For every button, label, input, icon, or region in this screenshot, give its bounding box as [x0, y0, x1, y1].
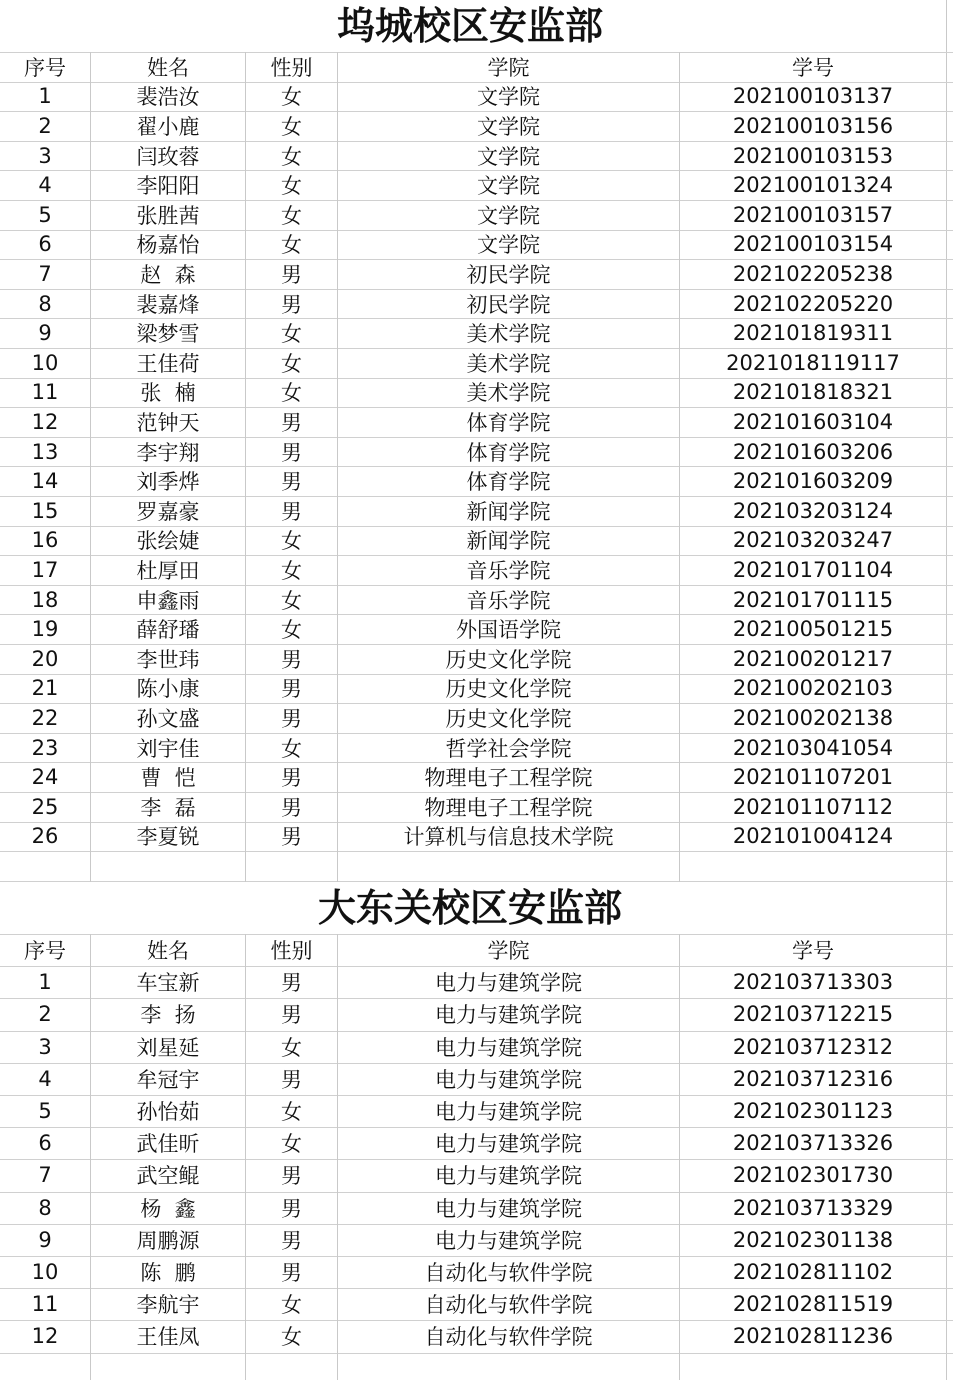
college-cell[interactable]: 文学院 — [477, 85, 540, 110]
student-id-cell[interactable]: 202101107112 — [732, 794, 894, 819]
grid-line — [0, 111, 953, 112]
gender-cell[interactable]: 男 — [281, 1164, 302, 1189]
column-header[interactable]: 姓名 — [147, 939, 189, 964]
table-row — [0, 1159, 953, 1191]
gender-cell[interactable]: 男 — [281, 825, 302, 850]
index-cell[interactable]: 3 — [38, 143, 52, 168]
student-id-cell[interactable]: 202100201217 — [732, 646, 894, 671]
college-cell[interactable]: 文学院 — [477, 144, 540, 169]
index-cell[interactable]: 25 — [31, 794, 59, 819]
grid-line — [0, 259, 953, 260]
name-cell[interactable]: 翟小鹿 — [136, 114, 200, 139]
gender-cell[interactable]: 男 — [281, 262, 302, 287]
college-cell[interactable]: 物理电子工程学院 — [424, 766, 593, 791]
grid-line — [0, 1127, 953, 1128]
table-row — [0, 792, 953, 822]
gender-cell[interactable]: 男 — [281, 499, 302, 524]
header-row — [0, 52, 953, 82]
college-cell[interactable]: 文学院 — [477, 114, 540, 139]
table-row — [0, 674, 953, 704]
college-cell[interactable]: 文学院 — [477, 203, 540, 228]
gender-cell[interactable]: 女 — [281, 588, 302, 613]
student-id-cell[interactable]: 202103712215 — [732, 1002, 894, 1027]
gender-cell[interactable]: 男 — [281, 1067, 302, 1092]
student-id-cell[interactable]: 202103041054 — [732, 735, 894, 760]
name-cell[interactable]: 孙文盛 — [136, 706, 200, 731]
college-cell[interactable]: 历史文化学院 — [445, 706, 572, 731]
college-cell[interactable]: 电力与建筑学院 — [435, 1164, 582, 1189]
student-id-cell[interactable]: 202101004124 — [732, 824, 894, 849]
column-header[interactable]: 姓名 — [147, 55, 189, 80]
name-cell[interactable]: 陈小康 — [136, 677, 200, 702]
name-cell[interactable]: 罗嘉豪 — [136, 499, 200, 524]
grid-line — [0, 82, 953, 83]
grid-line — [0, 762, 953, 763]
gender-cell[interactable]: 女 — [281, 1100, 302, 1125]
index-cell[interactable]: 20 — [31, 646, 59, 671]
index-cell[interactable]: 15 — [31, 498, 59, 523]
table-row — [0, 555, 953, 585]
college-cell[interactable]: 历史文化学院 — [445, 647, 572, 672]
college-cell[interactable]: 电力与建筑学院 — [435, 1196, 582, 1221]
gender-cell[interactable]: 女 — [281, 1132, 302, 1157]
index-cell[interactable]: 16 — [31, 528, 59, 553]
gender-cell[interactable]: 男 — [281, 1261, 302, 1286]
table-row — [0, 496, 953, 526]
grid-line — [0, 1192, 953, 1193]
student-id-cell[interactable]: 202101701104 — [732, 557, 894, 582]
student-id-cell[interactable]: 202101603104 — [732, 409, 894, 434]
index-cell[interactable]: 7 — [38, 1163, 52, 1188]
table-row — [0, 200, 953, 230]
student-id-cell[interactable]: 202103203124 — [732, 498, 894, 523]
student-id-cell[interactable]: 202102301730 — [732, 1163, 894, 1188]
grid-line — [0, 934, 953, 935]
name-cell[interactable]: 杨嘉怡 — [136, 233, 200, 258]
name-cell[interactable]: 刘宇佳 — [136, 736, 200, 761]
name-cell[interactable]: 赵 森 — [140, 262, 196, 287]
table-row — [0, 733, 953, 763]
college-cell[interactable]: 自动化与软件学院 — [424, 1325, 593, 1350]
index-cell[interactable]: 5 — [38, 202, 52, 227]
name-cell[interactable]: 刘季烨 — [136, 470, 200, 495]
grid-line — [0, 822, 953, 823]
gender-cell[interactable]: 男 — [281, 795, 302, 820]
name-cell[interactable]: 周鹏源 — [136, 1228, 200, 1253]
index-cell[interactable]: 9 — [38, 1227, 52, 1252]
gender-cell[interactable]: 女 — [281, 85, 302, 110]
column-header[interactable]: 序号 — [24, 939, 66, 964]
student-id-cell[interactable]: 202103712316 — [732, 1066, 894, 1091]
college-cell[interactable]: 物理电子工程学院 — [424, 795, 593, 820]
name-cell[interactable]: 闫玫蓉 — [136, 144, 200, 169]
index-cell[interactable]: 14 — [31, 469, 59, 494]
table-row — [0, 585, 953, 615]
student-id-cell[interactable]: 202103712312 — [732, 1034, 894, 1059]
section-title-wucheng: 坞城校区安监部 — [0, 0, 940, 52]
table-row — [0, 437, 953, 467]
grid-line — [0, 318, 953, 319]
college-cell[interactable]: 文学院 — [477, 174, 540, 199]
table-row — [0, 1224, 953, 1256]
name-cell[interactable]: 李宇翔 — [136, 440, 200, 465]
name-cell[interactable]: 张胜茜 — [136, 203, 200, 228]
grid-line — [0, 52, 953, 53]
table-row — [0, 407, 953, 437]
name-cell[interactable]: 车宝新 — [136, 971, 200, 996]
table-row — [0, 259, 953, 289]
gender-cell[interactable]: 男 — [281, 1003, 302, 1028]
grid-line — [0, 526, 953, 527]
college-cell[interactable]: 自动化与软件学院 — [424, 1261, 593, 1286]
grid-line — [679, 934, 680, 1380]
table-row — [0, 1063, 953, 1095]
column-header[interactable]: 学号 — [792, 55, 834, 80]
student-id-cell[interactable]: 202100103154 — [732, 232, 894, 257]
college-cell[interactable]: 电力与建筑学院 — [435, 971, 582, 996]
student-id-cell[interactable]: 202101603206 — [732, 439, 894, 464]
table-row — [0, 703, 953, 733]
name-cell[interactable]: 申鑫雨 — [136, 588, 200, 613]
grid-line — [0, 1159, 953, 1160]
name-cell[interactable]: 薛舒璠 — [136, 618, 200, 643]
gender-cell[interactable]: 女 — [281, 618, 302, 643]
student-id-cell[interactable]: 202102205238 — [732, 261, 894, 286]
college-cell[interactable]: 计算机与信息技术学院 — [403, 825, 614, 850]
name-cell[interactable]: 陈 鹏 — [140, 1261, 196, 1286]
index-cell[interactable]: 2 — [38, 113, 52, 138]
grid-line — [0, 407, 953, 408]
grid-line — [0, 703, 953, 704]
grid-line — [245, 934, 246, 1380]
gender-cell[interactable]: 男 — [281, 292, 302, 317]
table-row — [0, 1095, 953, 1127]
grid-line — [0, 881, 953, 882]
index-cell[interactable]: 1 — [38, 84, 52, 109]
column-header[interactable]: 性别 — [270, 939, 313, 964]
grid-line — [0, 1063, 953, 1064]
college-cell[interactable]: 电力与建筑学院 — [435, 1003, 582, 1028]
student-id-cell[interactable]: 202100103157 — [732, 202, 894, 227]
student-id-cell[interactable]: 202101701115 — [732, 587, 894, 612]
index-cell[interactable]: 24 — [31, 765, 59, 790]
student-id-cell[interactable]: 202100103137 — [732, 84, 894, 109]
gender-cell[interactable]: 女 — [281, 203, 302, 228]
name-cell[interactable]: 范钟天 — [136, 410, 200, 435]
column-header[interactable]: 学院 — [487, 939, 530, 964]
name-cell[interactable]: 武空鲲 — [136, 1164, 200, 1189]
index-cell[interactable]: 2 — [38, 1002, 52, 1027]
gender-cell[interactable]: 女 — [281, 114, 302, 139]
college-cell[interactable]: 新闻学院 — [466, 499, 551, 524]
index-cell[interactable]: 21 — [31, 676, 59, 701]
section-title-dadongguan: 大东关校区安监部 — [0, 882, 940, 934]
name-cell[interactable]: 李夏锐 — [136, 825, 200, 850]
college-cell[interactable]: 初民学院 — [466, 292, 551, 317]
gender-cell[interactable]: 男 — [281, 1196, 302, 1221]
student-id-cell[interactable]: 202101107201 — [732, 765, 894, 790]
index-cell[interactable]: 4 — [38, 1066, 52, 1091]
college-cell[interactable]: 音乐学院 — [466, 588, 551, 613]
table-row — [0, 762, 953, 792]
index-cell[interactable]: 5 — [38, 1099, 52, 1124]
table-row — [0, 1320, 953, 1352]
index-cell[interactable]: 12 — [31, 409, 59, 434]
grid-line — [0, 851, 953, 852]
index-cell[interactable]: 22 — [31, 705, 59, 730]
college-cell[interactable]: 新闻学院 — [466, 529, 551, 554]
table-row — [0, 614, 953, 644]
grid-line — [0, 614, 953, 615]
name-cell[interactable]: 张绘婕 — [136, 529, 200, 554]
name-cell[interactable]: 杨 鑫 — [140, 1196, 196, 1221]
table-row — [0, 1256, 953, 1288]
name-cell[interactable]: 王佳荷 — [136, 351, 200, 376]
index-cell[interactable]: 13 — [31, 439, 59, 464]
college-cell[interactable]: 哲学社会学院 — [445, 736, 572, 761]
index-cell[interactable]: 17 — [31, 557, 59, 582]
table-row — [0, 378, 953, 408]
grid-line — [245, 52, 246, 882]
grid-line — [0, 1353, 953, 1354]
table-row — [0, 1031, 953, 1063]
college-cell[interactable]: 美术学院 — [466, 381, 551, 406]
grid-line — [679, 52, 680, 882]
college-cell[interactable]: 电力与建筑学院 — [435, 1132, 582, 1157]
gender-cell[interactable]: 女 — [281, 322, 302, 347]
college-cell[interactable]: 电力与建筑学院 — [435, 1100, 582, 1125]
index-cell[interactable]: 4 — [38, 173, 52, 198]
college-cell[interactable]: 体育学院 — [466, 440, 551, 465]
college-cell[interactable]: 自动化与软件学院 — [424, 1293, 593, 1318]
gender-cell[interactable]: 女 — [281, 351, 302, 376]
name-cell[interactable]: 李 磊 — [140, 795, 196, 820]
student-id-cell[interactable]: 202102205220 — [732, 291, 894, 316]
index-cell[interactable]: 1 — [38, 970, 52, 995]
column-header[interactable]: 性别 — [270, 55, 313, 80]
name-cell[interactable]: 张 楠 — [140, 381, 196, 406]
college-cell[interactable]: 电力与建筑学院 — [435, 1035, 582, 1060]
column-header[interactable]: 序号 — [24, 55, 66, 80]
student-id-cell[interactable]: 202102301123 — [732, 1099, 894, 1124]
grid-line — [0, 348, 953, 349]
grid-line — [0, 644, 953, 645]
student-id-cell[interactable]: 202102811519 — [732, 1292, 894, 1317]
grid-line — [0, 1224, 953, 1225]
name-cell[interactable]: 裴嘉烽 — [136, 292, 200, 317]
grid-line — [90, 934, 91, 1380]
index-cell[interactable]: 8 — [38, 1195, 52, 1220]
student-id-cell[interactable]: 202103713303 — [732, 970, 894, 995]
index-cell[interactable]: 3 — [38, 1034, 52, 1059]
gender-cell[interactable]: 女 — [281, 558, 302, 583]
college-cell[interactable]: 体育学院 — [466, 410, 551, 435]
column-header[interactable]: 学号 — [792, 939, 834, 964]
student-id-cell[interactable]: 202100103156 — [732, 113, 894, 138]
table-row — [0, 348, 953, 378]
table-row — [0, 466, 953, 496]
grid-line — [0, 289, 953, 290]
name-cell[interactable]: 孙怡茹 — [136, 1100, 200, 1125]
header-row — [0, 934, 953, 966]
gender-cell[interactable]: 男 — [281, 647, 302, 672]
table-row — [0, 1288, 953, 1320]
student-id-cell[interactable]: 202103713329 — [732, 1195, 894, 1220]
grid-line — [0, 437, 953, 438]
index-cell[interactable]: 11 — [31, 380, 59, 405]
grid-line — [0, 674, 953, 675]
name-cell[interactable]: 李世玮 — [136, 647, 200, 672]
table-row — [0, 318, 953, 348]
index-cell[interactable]: 12 — [31, 1324, 59, 1349]
gender-cell[interactable]: 女 — [281, 1293, 302, 1318]
table-row — [0, 1192, 953, 1224]
college-cell[interactable]: 电力与建筑学院 — [435, 1228, 582, 1253]
grid-line — [0, 466, 953, 467]
grid-line — [0, 141, 953, 142]
student-id-cell[interactable]: 202103203247 — [732, 528, 894, 553]
table-row — [0, 230, 953, 260]
grid-line — [0, 200, 953, 201]
gender-cell[interactable]: 女 — [281, 529, 302, 554]
name-cell[interactable]: 梁梦雪 — [136, 322, 200, 347]
table-row — [0, 289, 953, 319]
table-row — [0, 998, 953, 1030]
gender-cell[interactable]: 男 — [281, 470, 302, 495]
grid-line — [337, 934, 338, 1380]
student-id-cell[interactable]: 202102811236 — [732, 1324, 894, 1349]
student-id-cell[interactable]: 202100101324 — [732, 173, 894, 198]
name-cell[interactable]: 曹 恺 — [140, 766, 196, 791]
name-cell[interactable]: 牟冠宇 — [136, 1067, 200, 1092]
table-row — [0, 170, 953, 200]
college-cell[interactable]: 美术学院 — [466, 322, 551, 347]
student-id-cell[interactable]: 202100202138 — [732, 705, 894, 730]
student-id-cell[interactable]: 2021018119117 — [726, 350, 900, 375]
index-cell[interactable]: 11 — [31, 1292, 59, 1317]
gender-cell[interactable]: 男 — [281, 410, 302, 435]
grid-line — [0, 733, 953, 734]
college-cell[interactable]: 美术学院 — [466, 351, 551, 376]
student-id-cell[interactable]: 202101818321 — [732, 380, 894, 405]
gender-cell[interactable]: 男 — [281, 1228, 302, 1253]
name-cell[interactable]: 武佳昕 — [136, 1132, 200, 1157]
grid-line — [337, 52, 338, 882]
table-row — [0, 141, 953, 171]
name-cell[interactable]: 王佳凤 — [136, 1325, 200, 1350]
name-cell[interactable]: 裴浩汝 — [136, 85, 200, 110]
gender-cell[interactable]: 女 — [281, 1325, 302, 1350]
column-header[interactable]: 学院 — [487, 55, 530, 80]
grid-line — [0, 170, 953, 171]
gender-cell[interactable]: 女 — [281, 736, 302, 761]
gender-cell[interactable]: 男 — [281, 971, 302, 996]
student-id-cell[interactable]: 202101603209 — [732, 469, 894, 494]
table-row — [0, 82, 953, 112]
table-row — [0, 966, 953, 998]
grid-line — [0, 1031, 953, 1032]
table-row — [0, 822, 953, 852]
student-id-cell[interactable]: 202101819311 — [732, 321, 894, 346]
table-row — [0, 1127, 953, 1159]
index-cell[interactable]: 8 — [38, 291, 52, 316]
college-cell[interactable]: 历史文化学院 — [445, 677, 572, 702]
name-cell[interactable]: 李阳阳 — [136, 174, 200, 199]
gender-cell[interactable]: 女 — [281, 174, 302, 199]
gender-cell[interactable]: 男 — [281, 677, 302, 702]
gender-cell[interactable]: 女 — [281, 233, 302, 258]
index-cell[interactable]: 19 — [31, 617, 59, 642]
gender-cell[interactable]: 女 — [281, 381, 302, 406]
student-id-cell[interactable]: 202102301138 — [732, 1227, 894, 1252]
college-cell[interactable]: 初民学院 — [466, 262, 551, 287]
grid-line — [0, 496, 953, 497]
college-cell[interactable]: 音乐学院 — [466, 558, 551, 583]
grid-line — [0, 1256, 953, 1257]
gender-cell[interactable]: 女 — [281, 1035, 302, 1060]
name-cell[interactable]: 李 扬 — [140, 1003, 196, 1028]
grid-line — [0, 378, 953, 379]
index-cell[interactable]: 26 — [31, 824, 59, 849]
grid-line — [0, 792, 953, 793]
gender-cell[interactable]: 男 — [281, 706, 302, 731]
grid-line — [0, 998, 953, 999]
index-cell[interactable]: 6 — [38, 1131, 52, 1156]
grid-line — [90, 52, 91, 882]
name-cell[interactable]: 杜厚田 — [136, 558, 200, 583]
table-row — [0, 526, 953, 556]
college-cell[interactable]: 电力与建筑学院 — [435, 1067, 582, 1092]
grid-line — [0, 555, 953, 556]
gender-cell[interactable]: 女 — [281, 144, 302, 169]
index-cell[interactable]: 7 — [38, 261, 52, 286]
index-cell[interactable]: 10 — [31, 350, 59, 375]
gender-cell[interactable]: 男 — [281, 440, 302, 465]
grid-line — [0, 1095, 953, 1096]
index-cell[interactable]: 23 — [31, 735, 59, 760]
index-cell[interactable]: 18 — [31, 587, 59, 612]
index-cell[interactable]: 10 — [31, 1260, 59, 1285]
grid-line — [0, 1288, 953, 1289]
college-cell[interactable]: 体育学院 — [466, 470, 551, 495]
name-cell[interactable]: 李航宇 — [136, 1293, 200, 1318]
student-id-cell[interactable]: 202102811102 — [732, 1260, 894, 1285]
student-id-cell[interactable]: 202103713326 — [732, 1131, 894, 1156]
college-cell[interactable]: 文学院 — [477, 233, 540, 258]
index-cell[interactable]: 6 — [38, 232, 52, 257]
table-row — [0, 111, 953, 141]
table-row — [0, 644, 953, 674]
grid-line — [0, 1320, 953, 1321]
gender-cell[interactable]: 男 — [281, 766, 302, 791]
grid-line — [0, 585, 953, 586]
student-id-cell[interactable]: 202100501215 — [732, 617, 894, 642]
name-cell[interactable]: 刘星延 — [136, 1035, 200, 1060]
grid-line — [0, 230, 953, 231]
student-id-cell[interactable]: 202100103153 — [732, 143, 894, 168]
grid-line — [0, 966, 953, 967]
index-cell[interactable]: 9 — [38, 321, 52, 346]
college-cell[interactable]: 外国语学院 — [456, 618, 561, 643]
student-id-cell[interactable]: 202100202103 — [732, 676, 894, 701]
